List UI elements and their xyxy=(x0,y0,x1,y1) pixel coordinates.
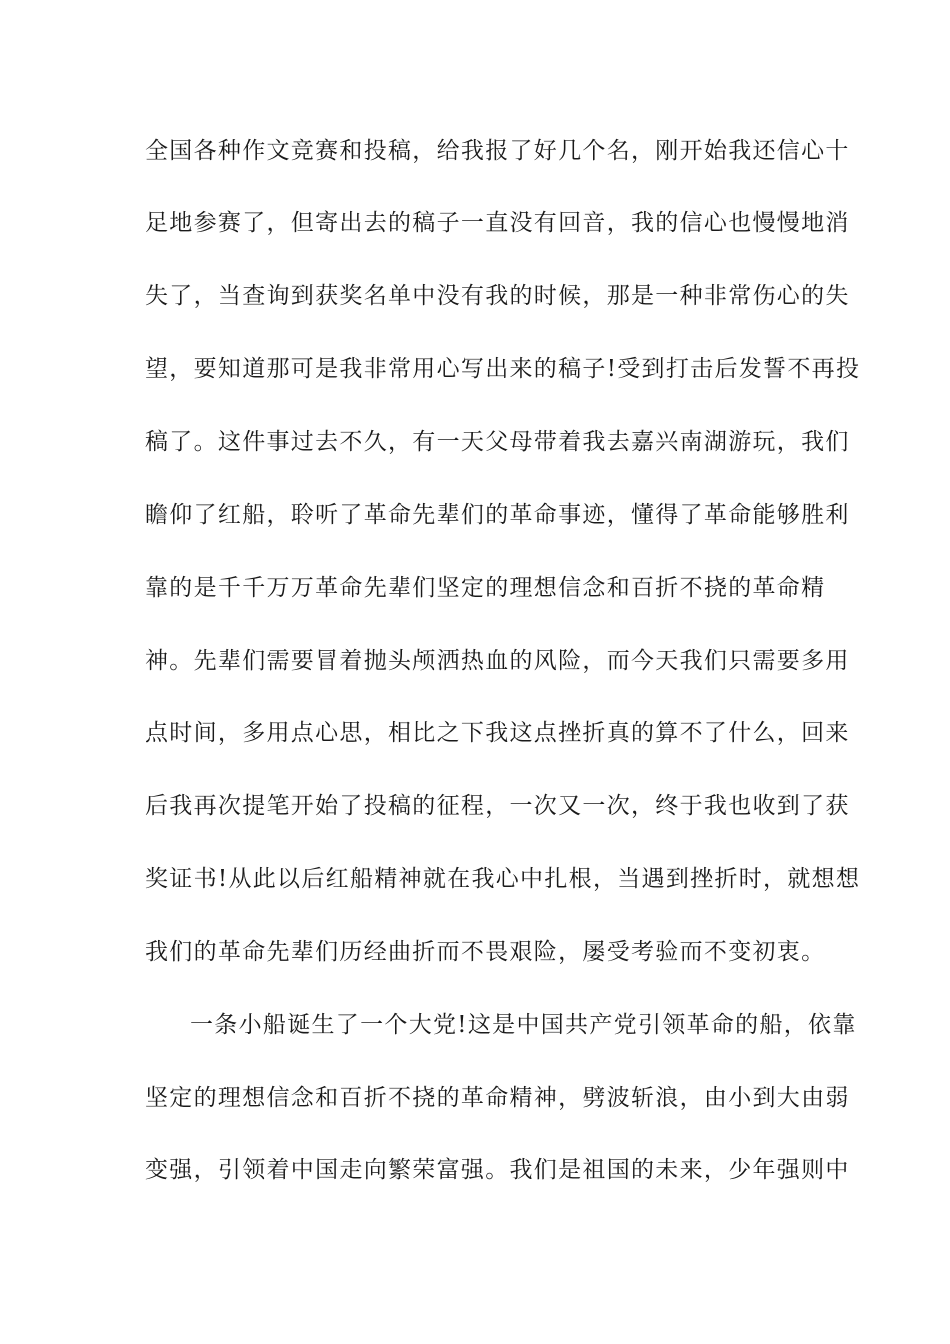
text-line: 奖证书!从此以后红船精神就在我心中扎根，当遇到挫折时，就想想 xyxy=(145,866,861,892)
text-line: 神。先辈们需要冒着抛头颅洒热血的风险，而今天我们只需要多用 xyxy=(145,648,850,674)
text-line: 我们的革命先辈们历经曲折而不畏艰险，屡受考验而不变初衷。 xyxy=(145,939,826,965)
text-line: 靠的是千千万万革命先辈们坚定的理想信念和百折不挠的革命精 xyxy=(145,575,826,601)
text-line: 点时间，多用点心思，相比之下我这点挫折真的算不了什么，回来 xyxy=(145,720,850,746)
paragraph-first-line: 一条小船诞生了一个大党!这是中国共产党引领革命的船，依靠 xyxy=(190,1012,857,1038)
text-line: 稿了。这件事过去不久，有一天父母带着我去嘉兴南湖游玩，我们 xyxy=(145,429,850,455)
text-line: 后我再次提笔开始了投稿的征程，一次又一次，终于我也收到了获 xyxy=(145,793,850,819)
text-line: 足地参赛了，但寄出去的稿子一直没有回音，我的信心也慢慢地消 xyxy=(145,210,850,236)
text-line: 望，要知道那可是我非常用心写出来的稿子!受到打击后发誓不再投 xyxy=(145,356,861,382)
text-line: 全国各种作文竞赛和投稿，给我报了好几个名，刚开始我还信心十 xyxy=(145,138,850,164)
text-line: 瞻仰了红船，聆听了革命先辈们的革命事迹，懂得了革命能够胜利 xyxy=(145,502,850,528)
text-line: 变强，引领着中国走向繁荣富强。我们是祖国的未来，少年强则中 xyxy=(145,1157,850,1183)
text-line: 坚定的理想信念和百折不挠的革命精神，劈波斩浪，由小到大由弱 xyxy=(145,1085,850,1111)
text-line: 失了，当查询到获奖名单中没有我的时候，那是一种非常伤心的失 xyxy=(145,283,850,309)
